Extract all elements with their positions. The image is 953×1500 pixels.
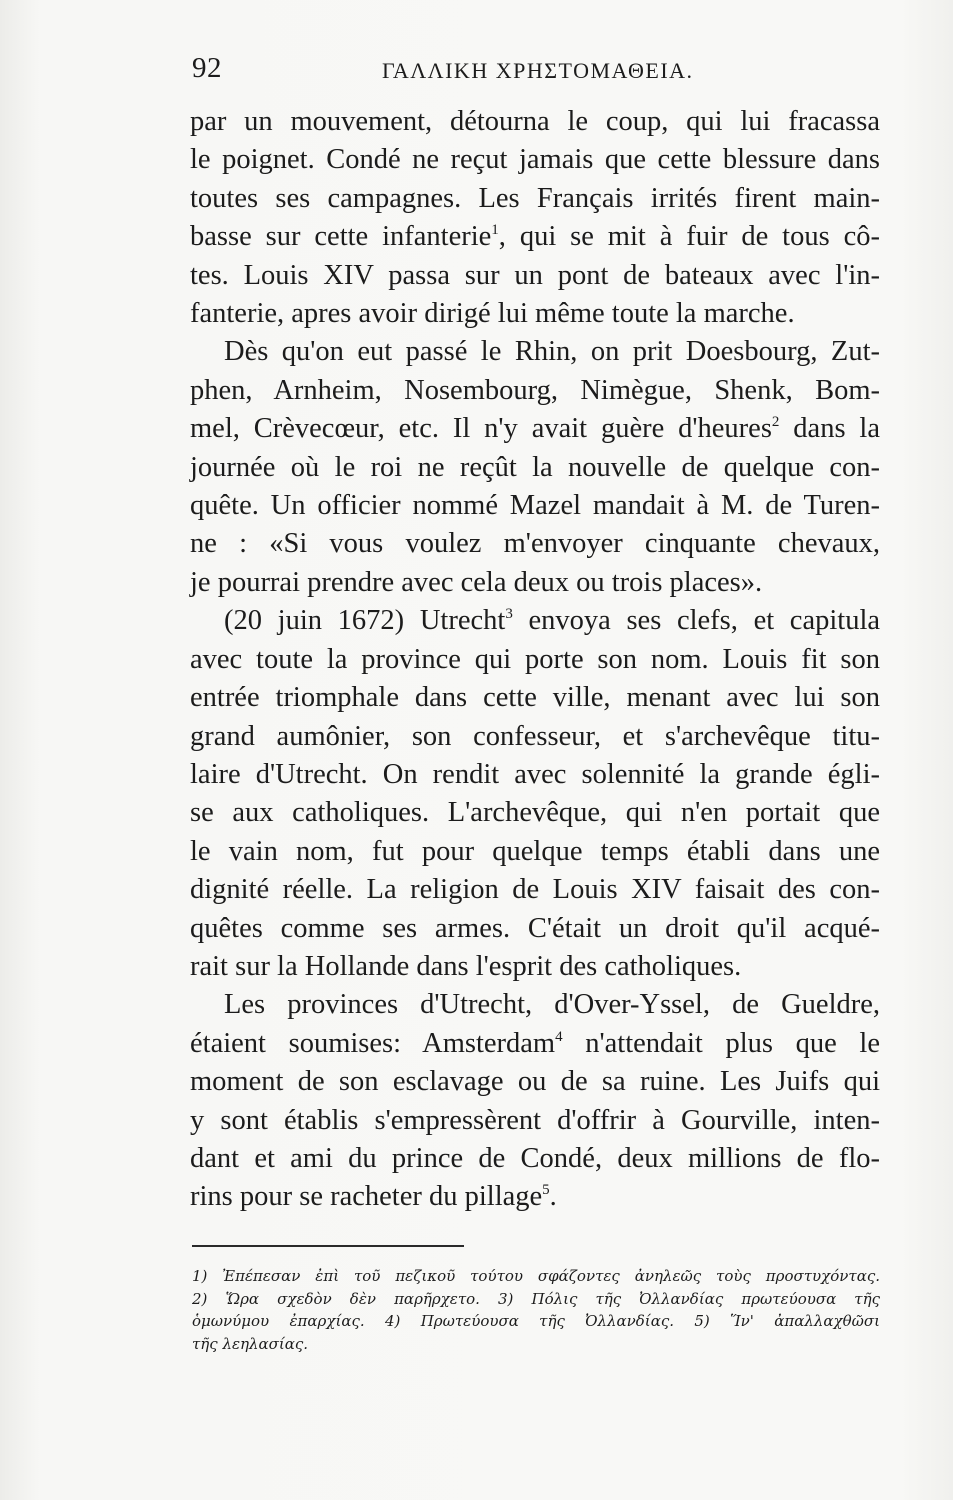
- text-line: Les provinces d'Utrecht, d'Over-Yssel, de Gueldre,: [224, 989, 880, 1021]
- text-line: [190, 218, 880, 256]
- text-line: laire d'Utrecht. On rendit avec solennité la grande égli-: [190, 758, 880, 790]
- text-line: entrée triomphale dans cette ville, menant avec lui son: [190, 682, 880, 714]
- text-line: quêtes comme ses armes. C'était un droit qu'il acqué-: [190, 912, 880, 944]
- text-line: avec toute la province qui porte son nom. Louis fit son: [190, 643, 880, 675]
- text-segment: basse sur cette infanterie: [190, 221, 492, 253]
- text-line: journée où le roi ne reçût la nouvelle de quelque con-: [190, 451, 880, 483]
- footnote-ref-2: 2: [771, 414, 780, 431]
- text-line: le vain nom, fut pour quelque temps établi dans une: [190, 835, 880, 867]
- text-line: le poignet. Condé ne reçut jamais que cette blessure dans: [190, 144, 880, 176]
- text-line: moment de son esclavage ou de sa ruine. Les Juifs qui: [190, 1066, 880, 1098]
- footnote-line: ὁμωνύμου ἐπαρχίας. 4) Πρωτεύουσα τῆς Ὀλλανδίας. 5) Ἵν' ἀπαλλαχθῶσι: [192, 1312, 880, 1330]
- text-line: se aux catholiques. L'archevêque, qui n'en portait que: [190, 797, 880, 829]
- text-line: phen, Arnheim, Nosembourg, Nimègue, Shenk, Bom-: [190, 374, 880, 406]
- page-header: [192, 52, 872, 92]
- footnote-line: 1) Ἐπέπεσαν ἐπὶ τοῦ πεζικοῦ τούτου σφάζοντες ἀνηλεῶς τοὺς προστυχόντας.: [192, 1267, 880, 1285]
- footnote-divider: [192, 1245, 464, 1247]
- text-line: dant et ami du prince de Condé, deux millions de flo-: [190, 1142, 880, 1174]
- text-segment: , qui se mit à fuir de tous cô-: [498, 221, 880, 253]
- text-line: quête. Un officier nommé Mazel mandait à M. de Turen-: [190, 490, 880, 522]
- text-segment: mel, Crèvecœur, etc. Il n'y avait guère d'heures: [190, 413, 772, 445]
- text-segment: étaient soumises: Amsterdam: [190, 1027, 556, 1059]
- text-line: toutes ses campagnes. Les Français irrités firent main-: [190, 182, 880, 214]
- paragraph-2-cont: [190, 372, 880, 602]
- text-line: tes. Louis XIV passa sur un pont de bateaux avec l'in-: [190, 259, 880, 291]
- paragraph-4-cont: [190, 1025, 880, 1217]
- paragraph-1: [190, 103, 880, 333]
- page-number: 92: [192, 52, 222, 84]
- text-line: dignité réelle. La religion de Louis XIV faisait des con-: [190, 874, 880, 906]
- footnote-line: 2) Ὥρα σχεδὸν δὲν παρῆρχετο. 3) Πόλις τῆς Ὀλλανδίας πρωτεύουσα τῆς: [192, 1289, 880, 1308]
- footnote-ref-5: 5: [542, 1182, 550, 1199]
- paragraph-4: [190, 986, 880, 1024]
- footnote-ref-1: 1: [491, 222, 499, 239]
- text-line: je pourrai prendre avec cela deux ou trois places».: [190, 566, 763, 598]
- text-line: [190, 410, 880, 448]
- text-segment: (20 juin 1672) Utrecht: [224, 605, 506, 637]
- footnote-ref-3: 3: [505, 606, 513, 623]
- text-line: par un mouvement, détourna le coup, qui lui fracassa: [190, 106, 880, 137]
- text-segment: .: [549, 1181, 557, 1213]
- footnotes: [192, 1265, 880, 1355]
- text-line: ne : «Si vous voulez m'envoyer cinquante chevaux,: [190, 528, 880, 560]
- paragraph-3: [190, 602, 880, 640]
- text-line: y sont établis s'empressèrent d'offrir à Gourville, inten-: [190, 1104, 880, 1136]
- text-line: [224, 602, 880, 640]
- text-segment: rins pour se racheter du pillage: [190, 1181, 543, 1213]
- footnote-line: τῆς λεηλασίας.: [192, 1334, 309, 1353]
- text-line: Dès qu'on eut passé le Rhin, on prit Doesbourg, Zut-: [224, 336, 880, 368]
- text-line: grand aumônier, son confesseur, et s'archevêque titu-: [190, 720, 880, 752]
- footnote-ref-4: 4: [555, 1028, 563, 1045]
- text-line: rait sur la Hollande dans l'esprit des catholiques.: [190, 950, 742, 982]
- text-segment: n'attendait plus que le: [562, 1027, 880, 1059]
- text-line: [190, 1025, 880, 1063]
- paragraph-2: [190, 333, 880, 371]
- running-title: ΓΑΛΛΙΚΗ ΧΡΗΣΤΟΜΑΘΕΙΑ.: [382, 58, 694, 83]
- paragraph-3-cont: [190, 641, 880, 987]
- text-segment: dans la: [779, 413, 880, 445]
- main-text: [190, 103, 880, 1217]
- text-line: fanterie, apres avoir dirigé lui même toute la marche.: [190, 298, 795, 330]
- text-line: [190, 1178, 880, 1216]
- text-segment: envoya ses clefs, et capitula: [512, 605, 881, 637]
